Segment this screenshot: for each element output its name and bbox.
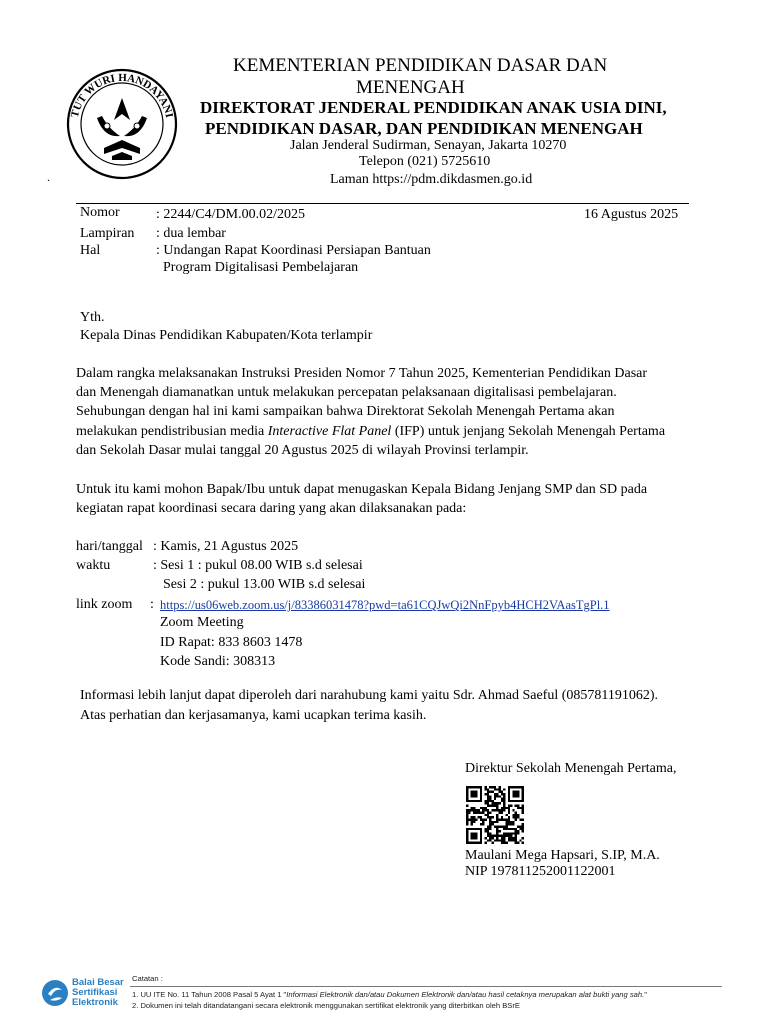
lampiran-label: Lampiran: [80, 226, 135, 241]
signature-title: Direktur Sekolah Menengah Pertama,: [465, 761, 677, 776]
p1-line2: dan Menengah diamanatkan untuk melakukan percepatan pelaksanaan digitalisasi pembelajaran.: [76, 385, 617, 401]
hal-label: Hal: [80, 243, 101, 258]
zoom-meeting: Zoom Meeting: [160, 615, 244, 630]
bsre-line2: Sertifikasi: [72, 987, 118, 998]
p1-line4-a: melakukan pendistribusian media: [76, 423, 268, 439]
note1-a: 1. UU ITE No. 11 Tahun 2008 Pasal 5 Ayat 1 ": [132, 990, 287, 999]
header-rule: [76, 203, 689, 204]
nomor-value: : 2244/C4/DM.00.02/2025: [156, 207, 305, 222]
svg-text:TUT WURI HANDAYANI: TUT WURI HANDAYANI: [68, 71, 176, 119]
note1-italic: Informasi Elektronik dan/atau Dokumen Elektronik dan/atau hasil cetaknya merupakan alat bukti yang sah.: [286, 990, 645, 999]
website: Laman https://pdm.dikdasmen.go.id: [330, 172, 533, 187]
contact-info: Informasi lebih lanjut dapat diperoleh dari narahubung kami yaitu Sdr. Ahmad Saeful (085781191062).: [80, 688, 659, 703]
directorate-line1: DIREKTORAT JENDERAL PENDIDIKAN ANAK USIA DINI,: [200, 98, 667, 117]
qr-code: [465, 786, 525, 844]
footer-rule: [130, 986, 722, 987]
bsre-logo-icon: [40, 978, 70, 1008]
time-session-1: : Sesi 1 : pukul 08.00 WIB s.d selesai: [153, 558, 363, 573]
p1-line4-b: (IFP) untuk jenjang Sekolah Menengah Pertama: [391, 423, 666, 439]
paragraph-1: [76, 364, 689, 460]
paragraph-2: [76, 480, 689, 518]
bsre-line3: Elektronik: [72, 997, 118, 1008]
p2-line1: Untuk itu kami mohon Bapak/Ibu untuk dapat menugaskan Kepala Bidang Jenjang SMP dan SD pada: [76, 482, 648, 497]
thanks: Atas perhatian dan kerjasamanya, kami ucapkan terima kasih.: [80, 708, 427, 723]
footer-note-2: 2. Dokumen ini telah ditandatangani secara elektronik menggunakan sertifikat elektronik yang diterbitkan oleh BSrE: [132, 1001, 520, 1010]
signatory-nip: NIP 197811252001122001: [465, 864, 616, 879]
passcode: Kode Sandi: 308313: [160, 654, 276, 669]
p1-line3: Sehubungan dengan hal ini kami sampaikan bahwa Direktorat Sekolah Menengah Pertama akan: [76, 404, 615, 420]
qr-finder-1: [466, 786, 482, 802]
ministry-line2: MENENGAH: [356, 77, 465, 98]
hal-value-line1: : Undangan Rapat Koordinasi Persiapan Bantuan: [156, 243, 431, 258]
directorate-line2: PENDIDIKAN DASAR, DAN PENDIDIKAN MENENGAH: [205, 119, 643, 138]
time-session-2: Sesi 2 : pukul 13.00 WIB s.d selesai: [163, 577, 366, 592]
letter-date: 16 Agustus 2025: [584, 207, 679, 222]
zoom-colon: :: [150, 597, 154, 612]
footer-note-1: [132, 990, 647, 1000]
date-value: : Kamis, 21 Agustus 2025: [153, 539, 299, 554]
ministry-line1: KEMENTERIAN PENDIDIKAN DASAR DAN: [233, 55, 608, 76]
p2-line2: kegiatan rapat koordinasi secara daring yang akan dilaksanakan pada:: [76, 501, 467, 517]
p1-line1: Dalam rangka melaksanakan Instruksi Presiden Nomor 7 Tahun 2025, Kementerian Pendidikan Dasar: [76, 366, 648, 381]
address: Jalan Jenderal Sudirman, Senayan, Jakarta 10270: [290, 138, 567, 153]
date-label: hari/tanggal: [76, 539, 143, 554]
p1-line4: [76, 422, 689, 441]
lampiran-value: : dua lembar: [156, 226, 226, 241]
qr-finder-3: [466, 828, 482, 844]
phone: Telepon (021) 5725610: [359, 154, 491, 169]
catatan-label: Catatan :: [132, 974, 163, 983]
recipient-name: Kepala Dinas Pendidikan Kabupaten/Kota terlampir: [80, 328, 373, 343]
stray-dot: .: [47, 170, 50, 184]
meeting-id: ID Rapat: 833 8603 1478: [160, 635, 303, 650]
p1-line4-italic: Interactive Flat Panel: [267, 423, 392, 439]
zoom-label: link zoom: [76, 597, 133, 612]
salutation: Yth.: [80, 310, 105, 325]
signatory-name: Maulani Mega Hapsari, S.IP, M.A.: [465, 848, 660, 863]
zoom-link[interactable]: https://us06web.zoom.us/j/83386031478?pwd=ta61CQJwQi2NnFpyb4HCH2VAasTgPl.1: [160, 598, 610, 612]
hal-value-line2: Program Digitalisasi Pembelajaran: [163, 260, 359, 275]
p1-line5: dan Sekolah Dasar mulai tanggal 20 Agustus 2025 di wilayah Provinsi terlampir.: [76, 442, 529, 458]
time-label: waktu: [76, 558, 111, 573]
bsre-line1: Balai Besar: [72, 977, 124, 988]
tut-wuri-handayani-logo: [62, 68, 182, 180]
nomor-label: Nomor: [80, 205, 120, 220]
qr-finder-2: [508, 786, 524, 802]
note1-b: ": [644, 990, 647, 999]
